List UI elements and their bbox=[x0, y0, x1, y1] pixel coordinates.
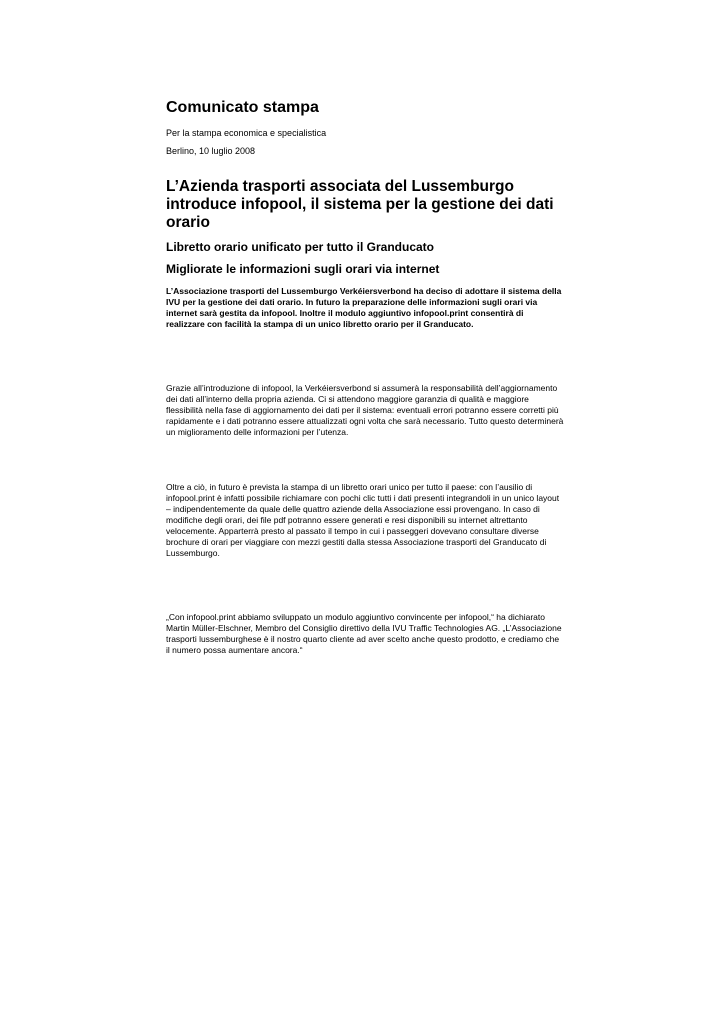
lead-paragraph: L’Associazione trasporti del Lussemburgo Verkéiersverbond ha deciso di adottare il sistema della IVU per la gestione dei dati orario. In futuro la preparazione delle informazioni sugli orari via internet sarà gestita da infopool. Inoltre il modulo aggiuntivo infopool.print consentirà di realizzare con facilità la stampa di un unico libretto orario per il Granducato. bbox=[166, 286, 562, 329]
audience-line: Per la stampa economica e specialistica bbox=[166, 128, 327, 138]
dateline: Berlino, 10 luglio 2008 bbox=[166, 146, 256, 156]
subtitle-internet: Migliorate le informazioni sugli orari via internet bbox=[166, 262, 440, 276]
body-paragraph-2: Oltre a ciò, in futuro è prevista la stampa di un libretto orari unico per tutto il paese: con l’ausilio di infopool.print è infatti possibile richiamare con pochi clic tutti i dati presenti integrandoli in un unico layout – indipendentemente da quale delle quattro aziende della Associazione essi provengano. In caso di modifiche degli orari, dei file pdf potranno essere generati e resi disponibili su internet altrettanto velocemente. Apparterrà presto al passato il tempo in cui i passeggeri dovevano consultare diverse brochure di orari per viaggiare con mezzi gestiti dalla stessa Associazione trasporti del Granducato di Lussemburgo. bbox=[166, 482, 560, 558]
document-title: L’Azienda trasporti associata del Lussemburgo introduce infopool, il sistema per la gestione dei dati orario bbox=[166, 178, 554, 231]
press-release-heading: Comunicato stampa bbox=[166, 99, 319, 116]
subtitle-timetable: Libretto orario unificato per tutto il Granducato bbox=[166, 240, 435, 254]
body-paragraph-3: „Con infopool.print abbiamo sviluppato un modulo aggiuntivo convincente per infopool,“ ha dichiarato Martin Müller-Elschner, Membro del Consiglio direttivo della IVU Traffic Technologies AG. „L’Associazione trasporti lussemburghese è il nostro quarto cliente ad aver scelto anche questo prodotto, e crediamo che il numero possa aumentare ancora.“ bbox=[166, 612, 562, 655]
body-paragraph-1: Grazie all’introduzione di infopool, la Verkéiersverbond si assumerà la responsabilità dell’aggiornamento dei dati all’interno della propria azienda. Ci si attendono maggiore garanzia di qualità e maggiore flessibilità nella fase di aggiornamento dei dati per il sistema: eventuali errori potranno essere corretti più rapidamente e i dati potranno essere attualizzati ogni volta che sarà necessario. Tutto questo determinerà un miglioramento delle informazioni per l’utenza. bbox=[166, 383, 564, 437]
